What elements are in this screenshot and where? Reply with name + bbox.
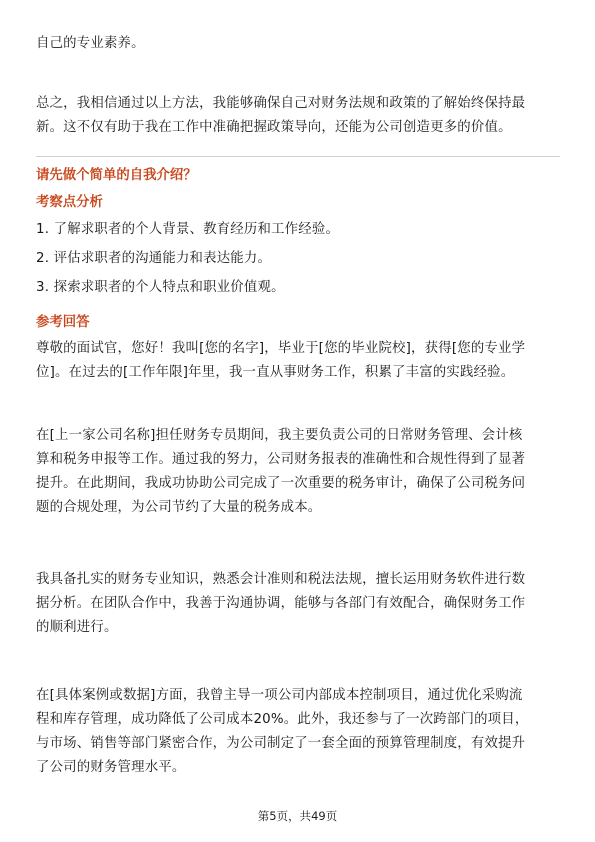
analysis-item: 1. 了解求职者的个人背景、教育经历和工作经验。 <box>36 222 340 237</box>
answer-label: 参考回答 <box>36 315 90 330</box>
answer-line: 尊敬的面试官，您好！我叫[您的名字]，毕业于[您的毕业院校]，获得[您的专业学 <box>36 341 526 356</box>
answer-line: 在[具体案例或数据]方面，我曾主导一项公司内部成本控制项目，通过优化采购流 <box>36 688 523 703</box>
intro-tail <box>36 32 560 56</box>
answer-line: 提升。在此期间，我成功协助公司完成了一次重要的税务审计，确保了公司税务问 <box>36 476 526 491</box>
answer-paragraph-1 <box>36 337 560 385</box>
answer-line: 位]。在过去的[工作年限]年里，我一直从事财务工作，积累了丰富的实践经验。 <box>36 365 515 380</box>
answer-line: 程和库存管理，成功降低了公司成本20%。此外，我还参与了一次跨部门的项目， <box>36 712 529 727</box>
answer-line: 题的合规处理，为公司节约了大量的税务成本。 <box>36 500 322 515</box>
conclusion-line: 新。这不仅有助于我在工作中准确把握政策导向，还能为公司创造更多的价值。 <box>36 120 512 135</box>
answer-line: 在[上一家公司名称]担任财务专员期间，我主要负责公司的日常财务管理、会计核 <box>36 428 523 443</box>
answer-line: 的顺利进行。 <box>36 620 118 635</box>
answer-line: 我具备扎实的财务专业知识，熟悉会计准则和税法法规，擅长运用财务软件进行数 <box>36 572 526 587</box>
answer-paragraph-4 <box>36 684 560 780</box>
intro-tail-line: 自己的专业素养。 <box>36 36 145 51</box>
page-number: 第5页，共49页 <box>257 809 338 823</box>
answer-paragraph-3 <box>36 568 560 640</box>
answer-paragraph-2 <box>36 424 560 520</box>
answer-line: 了公司的财务管理水平。 <box>36 760 186 775</box>
conclusion-line: 总之，我相信通过以上方法，我能够确保自己对财务法规和政策的了解始终保持最 <box>36 96 526 111</box>
analysis-label: 考察点分析 <box>36 195 103 210</box>
answer-line: 与市场、销售等部门紧密合作，为公司制定了一套全面的预算管理制度，有效提升 <box>36 736 526 751</box>
section-divider <box>36 156 560 157</box>
answer-line: 算和税务申报等工作。通过我的努力，公司财务报表的准确性和合规性得到了显著 <box>36 452 526 467</box>
question-heading: 请先做个简单的自我介绍？ <box>36 168 197 183</box>
conclusion-paragraph <box>36 92 560 140</box>
analysis-item: 3. 探索求职者的个人特点和职业价值观。 <box>36 280 285 295</box>
analysis-item: 2. 评估求职者的沟通能力和表达能力。 <box>36 251 272 266</box>
answer-line: 据分析。在团队合作中，我善于沟通协调，能够与各部门有效配合，确保财务工作 <box>36 596 526 611</box>
